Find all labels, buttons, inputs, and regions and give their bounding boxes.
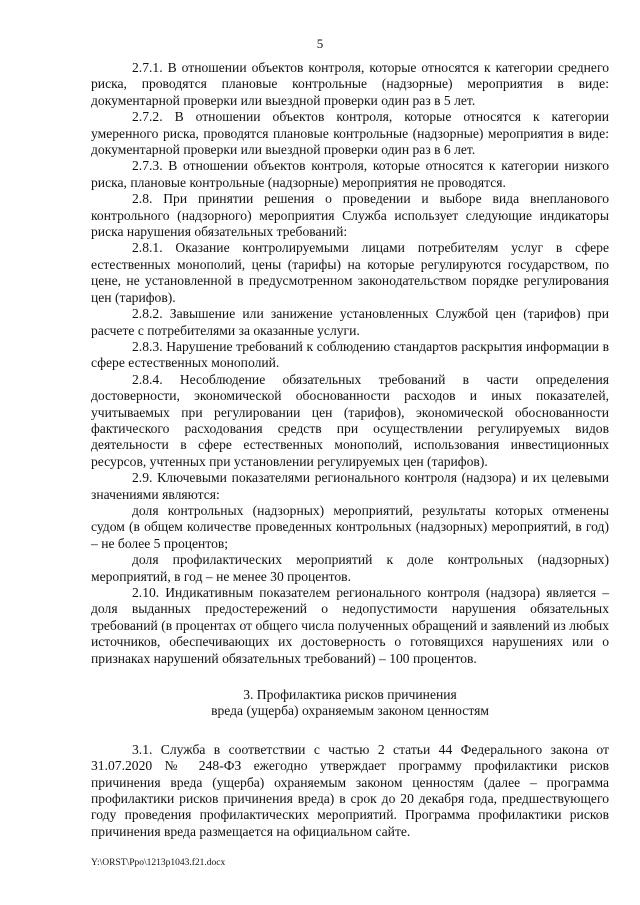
paragraph-2-7-1: 2.7.1. В отношении объектов контроля, которые относятся к категории среднего риска, проводятся плановые контрольные (надзорные) мероприятия в виде: документарной проверки или выездной проверки один раз в 5 лет. [91,60,609,108]
paragraph-3-1: 3.1. Служба в соответствии с частью 2 статьи 44 Федерального закона от 31.07.2020 № 248-ФЗ ежегодно утверждает программу профилактики рисков причинения вреда (ущерба) охраняемым законом ценностям (далее – программа профилактики рисков причинения вреда) в срок до 20 декабря года, предшествующего году проведения профилактических мероприятий. Программа профилактики рисков причинения вреда размещается на официальном сайте. [91,741,609,839]
section-heading-line-2: вреда (ущерба) охраняемым законом ценностям [211,703,489,719]
paragraph-2-8-4: 2.8.4. Несоблюдение обязательных требований в части определения достоверности, экономической обоснованности расходов и иных показателей, учитываемых при регулировании цен (тарифов), экономической обоснованности фактического расходования средств при осуществлении регулируемых видов деятельности в сфере естественных монополий, использования инвестиционных ресурсов, учтенных при установлении регулируемых цен (тарифов). [91,371,609,469]
paragraph-2-7-2: 2.7.2. В отношении объектов контроля, которые относятся к категории умеренного риска, проводятся плановые контрольные (надзорные) мероприятия в виде: документарной проверки или выездной проверки один раз в 6 лет. [91,109,609,158]
paragraph-2-9-item-2: доля профилактических мероприятий к доле контрольных (надзорных) мероприятий, в год – не менее 30 процентов. [91,552,609,584]
paragraph-2-9-item-1: доля контрольных (надзорных) мероприятий, результаты которых отменены судом (в общем количестве проведенных контрольных (надзорных) мероприятий, в год) – не более 5 процентов; [91,502,609,551]
paragraph-2-8: 2.8. При принятии решения о проведении и выборе вида внепланового контрольного (надзорного) мероприятия Служба использует следующие индикаторы риска нарушения обязательных требований: [91,191,609,240]
paragraph-2-10: 2.10. Индикативным показателем регионального контроля (надзора) является – доля выданных предостережений о недопустимости нарушения обязательных требований (в процентах от общего числа полученных обращений и заявлений из любых источников, обеспечивающих их достоверность о готовящихся нарушениях или о признаках нарушений обязательных требований) – 100 процентов. [91,585,609,666]
paragraph-2-8-2: 2.8.2. Завышение или занижение установленных Службой цен (тарифов) при расчете с потребителями за оказанные услуги. [91,306,609,338]
paragraph-2-9: 2.9. Ключевыми показателями регионального контроля (надзора) и их целевыми значениями являются: [91,470,609,502]
document-body [91,60,609,840]
paragraph-2-8-3: 2.8.3. Нарушение требований к соблюдению стандартов раскрытия информации в сфере естественных монополий. [91,338,609,371]
footer-file-path: Y:\ORST\Ppo\1213p1043.f21.docx [91,858,226,868]
section-heading [91,667,609,742]
section-heading-line-1: 3. Профилактика рисков причинения [243,687,457,703]
paragraph-2-8-1: 2.8.1. Оказание контролируемыми лицами потребителям услуг в сфере естественных монополий, цены (тарифы) на которые регулируются государством, по цене, не установленной в предусмотренном законодательством порядке регулирования цен (тарифов). [91,240,609,305]
paragraph-2-7-3: 2.7.3. В отношении объектов контроля, которые относятся к категории низкого риска, плановые контрольные (надзорные) мероприятия не проводятся. [91,158,609,190]
page-number: 5 [316,36,324,51]
